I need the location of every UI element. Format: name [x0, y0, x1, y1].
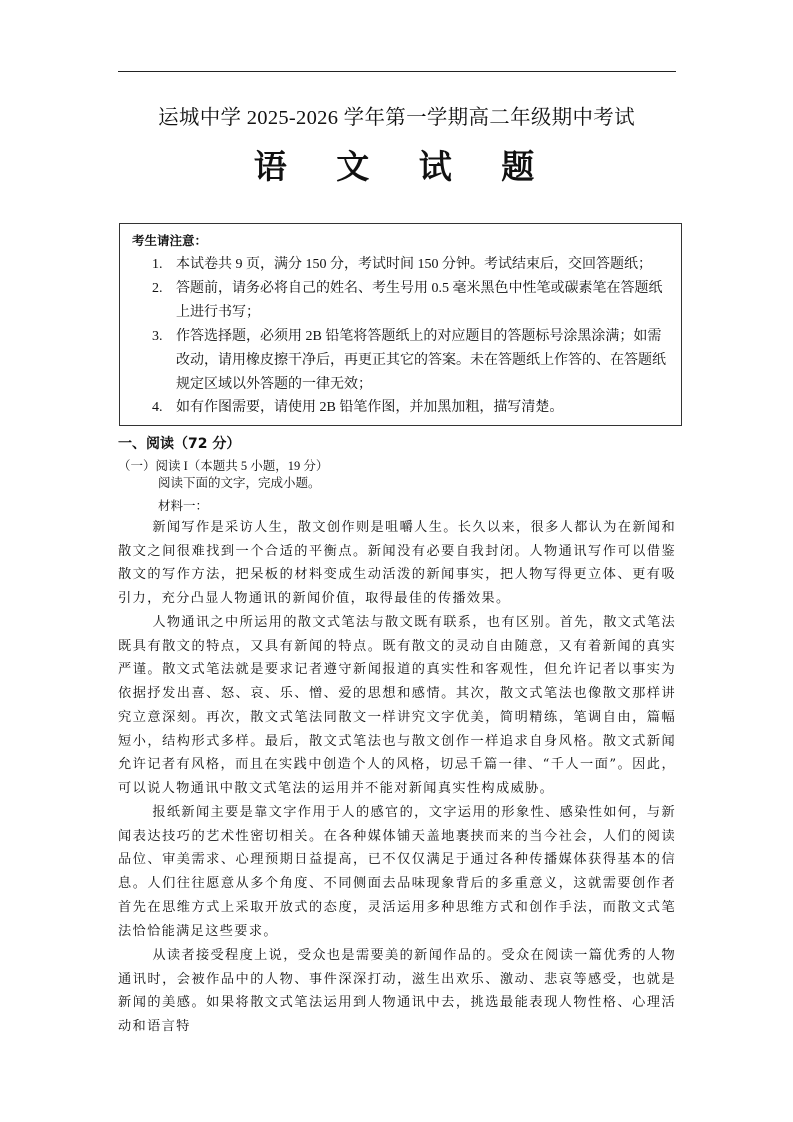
section-heading: 一、阅读（72 分）: [118, 436, 241, 452]
body-paragraph: 从读者接受程度上说，受众也是需要美的新闻作品的。受众在阅读一篇优秀的人物通讯时，会被作品中的人物、事件深深打动，滋生出欢乐、激动、悲哀等感受，也就是新闻的美感。如果将散文式笔法运用到人物通讯中去，挑选最能表现人物性格、心理活动和语言特: [118, 948, 676, 1035]
notice-item: [152, 396, 672, 420]
notice-item-number: 2.: [152, 281, 163, 296]
notice-item-text: 作答选择题，必须用 2B 铅笔将答题纸上的对应题目的答题标号涂黑涂满；如需改动，请用橡皮擦干净后，再更正其它的答案。未在答题纸上作答的、在答题纸规定区域以外答题的一律无效；: [176, 329, 666, 392]
notice-item-text: 如有作图需要，请使用 2B 铅笔作图，并加黑加粗，描写清楚。: [176, 400, 564, 415]
notice-item: [152, 277, 672, 325]
notice-item-number: 1.: [152, 257, 163, 272]
notice-item-text: 答题前，请务必将自己的姓名、考生号用 0.5 毫米黑色中性笔或碳素笔在答题纸上进行书写；: [176, 281, 663, 320]
notice-item: [152, 253, 672, 277]
notice-item-number: 4.: [152, 400, 163, 415]
reading-instruction: 阅读下面的文字，完成小题。: [158, 476, 321, 490]
material-label: 材料一：: [158, 499, 209, 513]
notice-item-text: 本试卷共 9 页，满分 150 分，考试时间 150 分钟。考试结束后，交回答题纸；: [176, 257, 652, 272]
body-paragraph: 人物通讯之中所运用的散文式笔法与散文既有联系，也有区别。首先，散文式笔法既具有散文的特点，又具有新闻的特点。既有散文的灵动自由随意，又有着新闻的真实严谨。散文式笔法就是要求记者遵守新闻报道的真实性和客观性，但允许记者以事实为依据抒发出喜、怒、哀、乐、憎、爱的思想和感情。其次，散文式笔法也像散文那样讲究立意深刻。再次，散文式笔法同散文一样讲究文字优美，简明精练，笔调自由，篇幅短小，结构形式多样。最后，散文式笔法也与散文创作一样追求自身风格。散文式新闻允许记者有风格，而且在实践中创造个人的风格，切忌千篇一律、“千人一面”。因此，可以说人物通讯中散文式笔法的运用并不能对新闻真实性构成威胁。: [118, 615, 676, 796]
body-paragraph: 新闻写作是采访人生，散文创作则是咀嚼人生。长久以来，很多人都认为在新闻和散文之间很难找到一个合适的平衡点。新闻没有必要自我封闭。人物通讯写作可以借鉴散文的写作方法，把呆板的材料变成生动活泼的新闻事实，把人物写得更立体、更有吸引力，充分凸显人物通讯的新闻价值，取得最佳的传播效果。: [118, 520, 676, 607]
body-paragraph: 报纸新闻主要是靠文字作用于人的感官的，文字运用的形象性、感染性如何，与新闻表达技巧的艺术性密切相关。在各种媒体铺天盖地裹挟而来的当今社会，人们的阅读品位、审美需求、心理预期日益提高，已不仅仅满足于通过各种传播媒体获得基本的信息。人们往往愿意从多个角度、不同侧面去品味现象背后的多重意义，这就需要创作者首先在思维方式上采取开放式的态度，灵活运用多种思维方式和创作手法，而散文式笔法恰恰能满足这些要求。: [118, 805, 676, 939]
notice-box: [119, 223, 682, 426]
exam-title: 运城中学 2025-2026 学年第一学期高二年级期中考试: [158, 107, 635, 129]
notice-item: [152, 325, 672, 397]
header-rule: [118, 71, 676, 72]
sub-section-heading: （一）阅读 I（本题共 5 小题，19 分）: [118, 459, 329, 473]
notice-item-number: 3.: [152, 329, 163, 344]
subject-title: 语 文 试 题: [253, 147, 554, 186]
notice-heading: 考生请注意：: [132, 233, 208, 248]
